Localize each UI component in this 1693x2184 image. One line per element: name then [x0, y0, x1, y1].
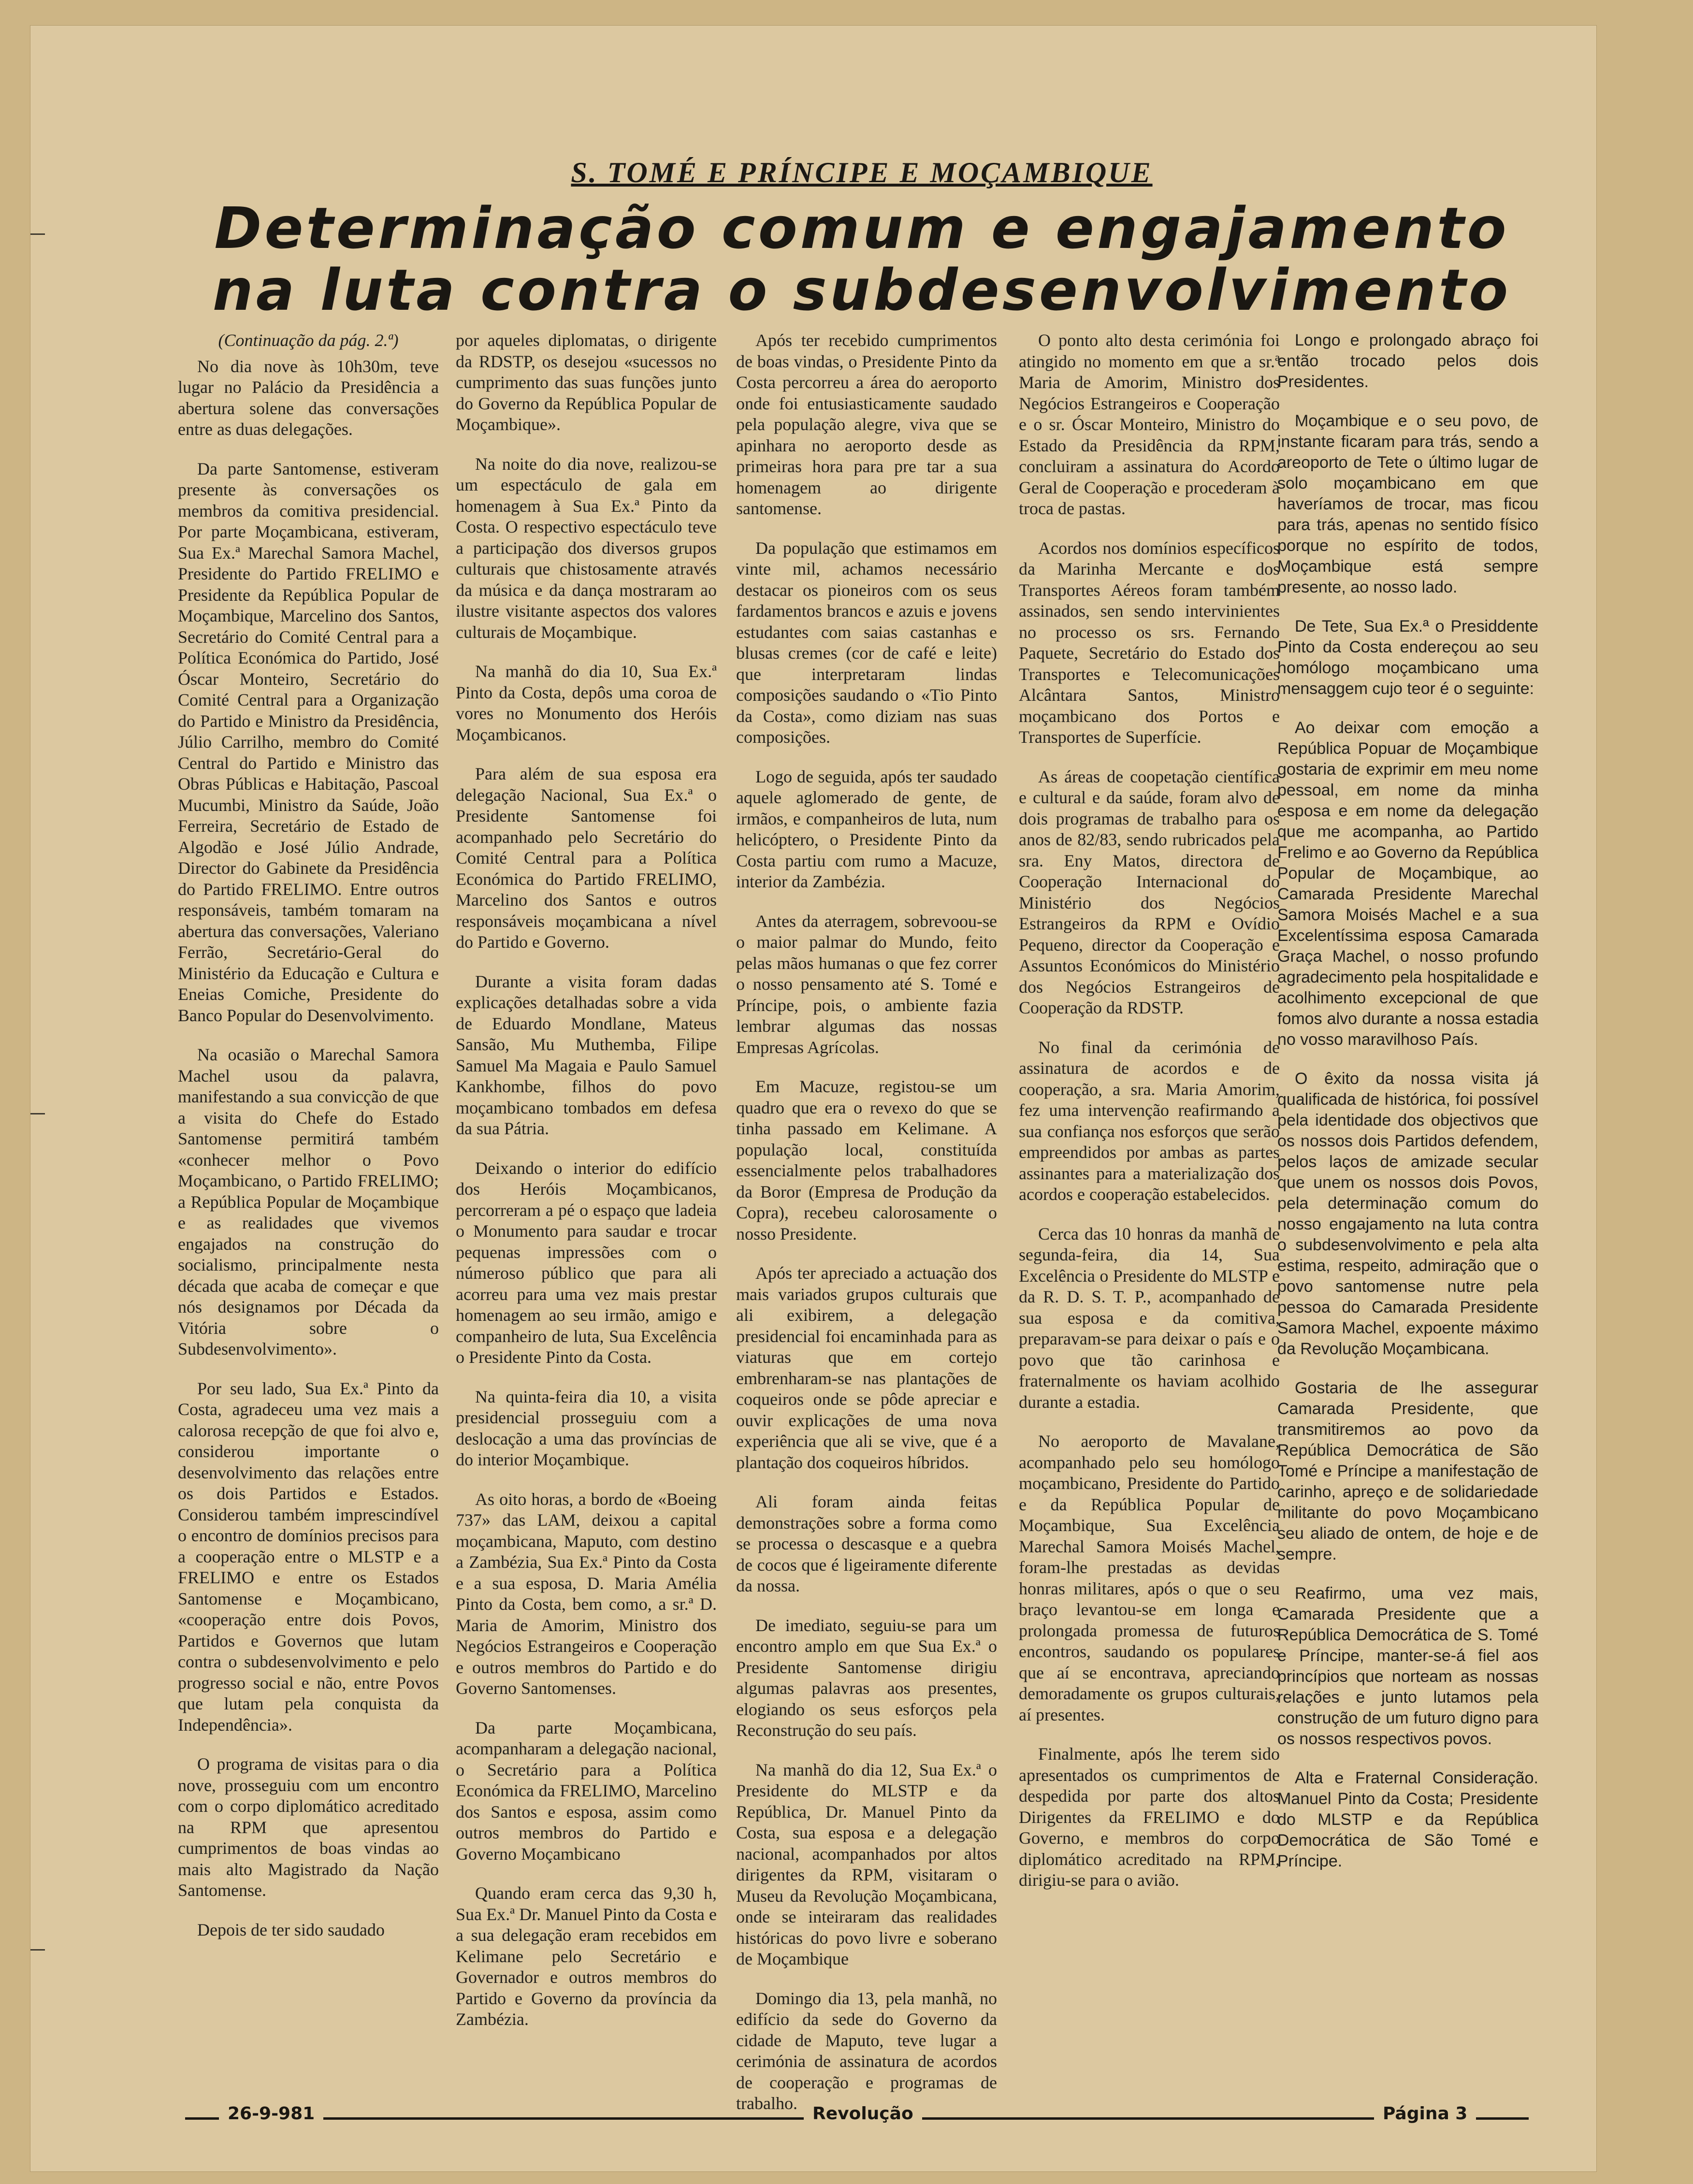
footer-page-number: Página 3: [1374, 2104, 1476, 2124]
paragraph: Depois de ter sido saudado: [197, 1920, 385, 1939]
paragraph: No final da cerimónia de assinatura de acordos e de cooperação, a sra. Maria Amorim, fez uma intervenção reafirmando a sua confiança nos esforços que serão empreendidos por ambas as partes assinantes para a materialização dos acordos e cooperação estabelecidos.: [1019, 1037, 1280, 1204]
message-paragraph: Ao deixar com emoção a República Popuar de Moçambique gostaria de exprimir em meu nome pessoal, em nome da minha esposa e em nome da delegação que me acompanha, ao Partido Frelimo e ao Governo da República Popular de Moçambique, ao Camarada Presidente Marechal Samora Moisés Machel e a sua Excelentíssima esposa Camarada Graça Machel, o nosso profundo agradecimento pela hospitalidade e acolhimento excepcional de que fomos alvo durante a nossa estadia no vosso maravilhoso País.: [1277, 719, 1538, 1049]
article-column-4: [1019, 330, 1280, 2094]
paragraph: Após ter recebido cumprimentos de boas vindas, o Presidente Pinto da Costa percorreu a área do aeroporto onde foi entusiasticamente saudado pela população alegre, viva que se apinhara no aeroporto desde as primeiras hora para pre tar a sua homenagem ao dirigente santomense.: [736, 331, 997, 518]
article-column-1: [178, 330, 439, 2094]
article-column-5: [1277, 330, 1538, 2094]
paragraph: Na manhã do dia 12, Sua Ex.ª o Presidente do MLSTP e da República, Dr. Manuel Pinto da Costa, sua esposa e a delegação nacional, acompanhados por altos dirigentes da RPM, visitaram o Museu da Revolução Moçambicana, onde se inteiraram das realidades históricas do povo livre e soberano de Moçambique: [736, 1760, 997, 1968]
newspaper-page: [30, 25, 1597, 2172]
paragraph: As áreas de coopetação científica e cultural e da saúde, foram alvo de dois programas de trabalho para os anos de 82/83, sendo rubricados pela sra. Eny Matos, directora de Cooperação Internacional do Ministério dos Negócios Estrangeiros da RPM e Ovídio Pequeno, director da Cooperação e Assuntos Económicos do Ministério dos Negócios Estrangeiros de Cooperação da RDSTP.: [1019, 767, 1280, 1017]
paragraph: Acordos nos domínios específicos da Marinha Mercante e dos Transportes Aéreos foram também assinados, sen sendo intervinientes no processo os srs. Fernando Paquete, Secretário do Estado dos Transportes e Telecomunicações Alcântara Santos, Ministro moçambicano dos Portos e Transportes de Superfície.: [1019, 538, 1280, 747]
margin-mark: [30, 1113, 45, 1114]
paragraph: Por seu lado, Sua Ex.ª Pinto da Costa, agradeceu uma vez mais a calorosa recepção de que foi alvo e, considerou importante o desenvolvimento das relações entre os dois Partidos e Estados. Considerou também imprescindível o encontro de domínios precisos para a cooperação entre o MLSTP e a FRELIMO e entre os Estados Santomense e Moçambicano, «cooperação entre dois Povos, Partidos e Governos que lutam contra o subdesenvolvimento e pelo progresso social e não, entre Povos que lutam pela conquista da Independência».: [178, 1378, 439, 1735]
article-column-2: [456, 330, 717, 2094]
paragraph: Logo de seguida, após ter saudado aquele aglomerado de gente, de irmãos, e companheiros de luta, num helicóptero, o Presidente Pinto da Costa partiu com rumo a Macuze, interior da Zambézia.: [736, 767, 997, 891]
paragraph: Na quinta-feira dia 10, a visita presidencial prosseguiu com a deslocação a uma das províncias de do interior Moçambique.: [456, 1387, 717, 1469]
paragraph: No aeroporto de Mavalane, acompanhado pelo seu homólogo moçambicano, Presidente do Partido e da República Popular de Moçambique, Sua Excelência Marechal Samora Moisés Machel, foram-lhe prestadas as devidas honras militares, após o que o seu braço levantou-se em longa e prolongada promessa de futuros encontros, saudando os populares que aí se encontrava, apreciando demoradamente os grupos culturais, aí presentes.: [1019, 1432, 1280, 1724]
paragraph: De imediato, seguiu-se para um encontro amplo em que Sua Ex.ª o Presidente Santomense dirigiu algumas palavras aos presentes, elogiando os seus esforços pela Reconstrução do seu país.: [736, 1615, 997, 1740]
paragraph: Moçambique e o seu povo, de instante ficaram para trás, sendo a areoporto de Tete o último lugar de solo moçambicano em que haveríamos de trocar, mas ficou para trás, apenas no sentido físico porque no espírito de todos, Moçambique está sempre presente, ao nosso lado.: [1277, 412, 1538, 596]
paragraph: Em Macuze, registou-se um quadro que era o revexo do que se tinha passado em Kelimane. A população local, constituída essencialmente pelos trabalhadores da Boror (Empresa de Produção da Copra), recebeu calorosamente o nosso Presidente.: [736, 1077, 997, 1244]
paragraph: Domingo dia 13, pela manhã, no edifício da sede do Governo da cidade de Maputo, teve lugar a cerimónia de assinatura de acordos de cooperação e programas de trabalho.: [736, 1988, 997, 2113]
message-paragraph: Reafirmo, uma vez mais, Camarada Presidente que a República Democrática de S. Tomé e Príncipe, manter-se-á fiel aos princípios que norteam as nossas relações e junto lutamos pela construção de um futuro digno para os nossos respectivos povos.: [1277, 1584, 1538, 1748]
message-signature: Alta e Fraternal Consideração. Manuel Pinto da Costa; Presidente do MLSTP e da República Democrática de São Tomé e Príncipe.: [1277, 1769, 1538, 1870]
paragraph: Ali foram ainda feitas demonstrações sobre a forma como se processa o descasque e a quebra de cocos que é ligeiramente diferente da nossa.: [736, 1492, 997, 1595]
paragraph: As oito horas, a bordo de «Boeing 737» das LAM, deixou a capital moçambicana, Maputo, com destino a Zambézia, Sua Ex.ª Pinto da Costa e a sua esposa, D. Maria Amélia Pinto da Costa, bem como, a sr.ª D. Maria de Amorim, Ministro dos Negócios Estrangeiros e Cooperação e outros membros do Partido e do Governo Santomenses.: [456, 1489, 717, 1698]
paragraph: Cerca das 10 honras da manhã de segunda-feira, dia 14, Sua Excelência o Presidente do MLSTP e da R. D. S. T. P., acompanhado de sua esposa e da comitiva, preparavam-se para deixar o país e o povo que tão carinhosa e fraternalmente os haviam acolhido durante a estadia.: [1019, 1224, 1280, 1412]
headline-line-2: na luta contra o subdesenvolvimento: [212, 257, 1511, 323]
paragraph: Quando eram cerca das 9,30 h, Sua Ex.ª Dr. Manuel Pinto da Costa e a sua delegação eram recebidos em Kelimane pelo Secretário e Governador e outros membros do Partido e Governo da província da Zambézia.: [456, 1883, 717, 2029]
continuation-note: (Continuação da pág. 2.ª): [218, 331, 399, 350]
paragraph: Deixando o interior do edifício dos Heróis Moçambicanos, percorreram a pé o espaço que ladeia o Monumento para saudar e trocar pequenas impressões com o númeroso público que para ali acorreu para uma vez mais prestar homenagem ao seu irmão, amigo e companheiro de luta, Sua Excelência o Presidente Pinto da Costa.: [456, 1158, 717, 1367]
paragraph: Longo e prolongado abraço foi então trocado pelos dois Presidentes.: [1277, 331, 1538, 391]
paragraph: Na ocasião o Marechal Samora Machel usou da palavra, manifestando a sua convicção de que a visita do Chefe do Estado Santomense permitirá também «conhecer melhor o Povo Moçambicano, o Partido FRELIMO; a República Popular de Moçambique e as realidades que vivemos engajados na construção do socialismo, principalmente nesta década que acaba de começar e que nós designamos por Década da Vitória sobre o Subdesenvolvimento».: [178, 1045, 439, 1359]
paragraph: Finalmente, após lhe terem sido apresentados os cumprimentos de despedida por parte dos altos Dirigentes da FRELIMO e do Governo, e membros do corpo diplomático acreditado na RPM, dirigiu-se para o avião.: [1019, 1744, 1280, 1890]
article-column-3: [736, 330, 997, 2113]
message-paragraph: O êxito da nossa visita já qualificada de histórica, foi possível pela identidade dos objectivos que os nossos dois Partidos defendem, pelos laços de amizade secular que unem os nossos dois Povos, pela determinação comum do nosso engajamento na luta contra o subdesenvolvimento e pela alta estima, respeito, admiração que o povo santomense nutre pela pessoa do Camarada Presidente Samora Machel, expoente máximo da Revolução Moçambicana.: [1277, 1070, 1538, 1358]
footer-publication: Revolução: [804, 2104, 922, 2124]
headline-line-1: Determinação comum e engajamento: [214, 195, 1509, 261]
paragraph: De Tete, Sua Ex.ª o Presiddente Pinto da Costa endereçou ao seu homólogo moçambicano uma mensaggem cujo teor é o seguinte:: [1277, 617, 1538, 698]
paragraph: Após ter apreciado a actuação dos mais variados grupos culturais que ali exibirem, a delegação presidencial foi encaminhada para as viaturas que em cortejo embrenharam-se nas plantações de coqueiros onde se pôde apreciar e ouvir explicações de uma nova experiência que ali se vive, que é a plantação dos coqueiros híbridos.: [736, 1263, 997, 1472]
paragraph: por aqueles diplomatas, o dirigente da RDSTP, os desejou «sucessos no cumprimento das suas funções junto do Governo da República Popular de Moçambique».: [456, 331, 717, 434]
margin-mark: [30, 233, 45, 235]
paragraph: Na manhã do dia 10, Sua Ex.ª Pinto da Costa, depôs uma coroa de vores no Monumento dos Heróis Moçambicanos.: [456, 662, 717, 744]
section-kicker: S. TOMÉ E PRÍNCIPE E MOÇAMBIQUE: [571, 157, 1153, 188]
paragraph: Da parte Moçambicana, acompanharam a delegação nacional, o Secretário para a Política Económica da FRELIMO, Marcelino dos Santos e esposa, assim como outros membros do Partido e Governo Moçambicano: [456, 1718, 717, 1864]
margin-mark: [30, 1949, 45, 1951]
paragraph: Na noite do dia nove, realizou-se um espectáculo de gala em homenagem à Sua Ex.ª Pinto da Costa. O respectivo espectáculo teve a participação dos diversos grupos culturais que chistosamente através da música e da dança mostraram ao ilustre visitante aspectos dos valores culturais de Moçambique.: [456, 454, 717, 642]
paragraph: No dia nove às 10h30m, teve lugar no Palácio da Presidência a abertura solene das conversações entre as duas delegações.: [178, 356, 439, 439]
paragraph: O ponto alto desta cerimónia foi atingido no momento em que a sr.ª Maria de Amorim, Ministro dos Negócios Estrangeiros e Cooperação e o sr. Óscar Monteiro, Ministro do Estado da Presidência da RPM, concluiram a assinatura do Acordo Geral de Cooperação e procederam à troca de pastas.: [1019, 331, 1280, 518]
paragraph: O programa de visitas para o dia nove, prosseguiu com um encontro com o corpo diplomático acreditado na RPM que apresentou cumprimentos de boas vindas ao mais alto Magistrado da Nação Santomense.: [178, 1754, 439, 1900]
paragraph: Da parte Santomense, estiveram presente às conversações os membros da comitiva presidencial. Por parte Moçambicana, estiveram, Sua Ex.ª Marechal Samora Machel, Presidente do Partido FRELIMO e Presidente da República Popular de Moçambique, Marcelino dos Santos, Secretário do Comité Central para a Política Económica do Partido, José Óscar Monteiro, Secretário do Comité Central para a Organização do Partido e Ministro da Presidência, Júlio Carrilho, membro do Comité Central do Partido e Ministro das Obras Públicas e Habitação, Pascoal Mucumbi, Ministro da Saúde, João Ferreira, Secretário de Estado de Algodão e José Júlio Andrade, Director do Gabinete da Presidência do Partido FRELIMO. Entre outros responsáveis, também tomaram na abertura das conversações, Valeriano Ferrão, Secretário-Geral do Ministério da Educação e Cultura e Eneias Comiche, Presidente do Banco Popular do Desenvolvimento.: [178, 459, 439, 1025]
page-footer: [185, 2104, 1529, 2133]
paragraph: Antes da aterragem, sobrevoou-se o maior palmar do Mundo, feito pelas mãos humanas o que fez correr o nosso pensamento até S. Tomé e Príncipe, pois, o ambiente fazia lembrar algumas das nossas Empresas Agrícolas.: [736, 911, 997, 1057]
footer-date: 26-9-981: [219, 2104, 323, 2124]
paragraph: Para além de sua esposa era delegação Nacional, Sua Ex.ª o Presidente Santomense foi acompanhado pelo Secretário do Comité Central para a Política Económica do Partido FRELIMO, Marcelino dos Santos e outros responsáveis moçambicana a nível do Partido e Governo.: [456, 764, 717, 952]
paragraph: Durante a visita foram dadas explicações detalhadas sobre a vida de Eduardo Mondlane, Mateus Sansão, Mu Muthemba, Filipe Samuel Ma Magaia e Paulo Samuel Kankhombe, filhos do povo moçambicano tombados em defesa da sua Pátria.: [456, 971, 717, 1138]
message-paragraph: Gostaria de lhe assegurar Camarada Presidente, que transmitiremos ao povo da República Democrática de São Tomé e Príncipe a manifestação de carinho, apreço e de solidariedade militante do povo Moçambicano seu aliado de ontem, de hoje e de sempre.: [1277, 1379, 1538, 1563]
paragraph: Da população que estimamos em vinte mil, achamos necessário destacar os pioneiros com os seus fardamentos brancos e azuis e jovens estudantes com saias castanhas e blusas cremes (cor de café e leite) que interpretaram lindas composições saudando o «Tio Pinto da Costa», como diziam nas suas composições.: [736, 538, 997, 747]
